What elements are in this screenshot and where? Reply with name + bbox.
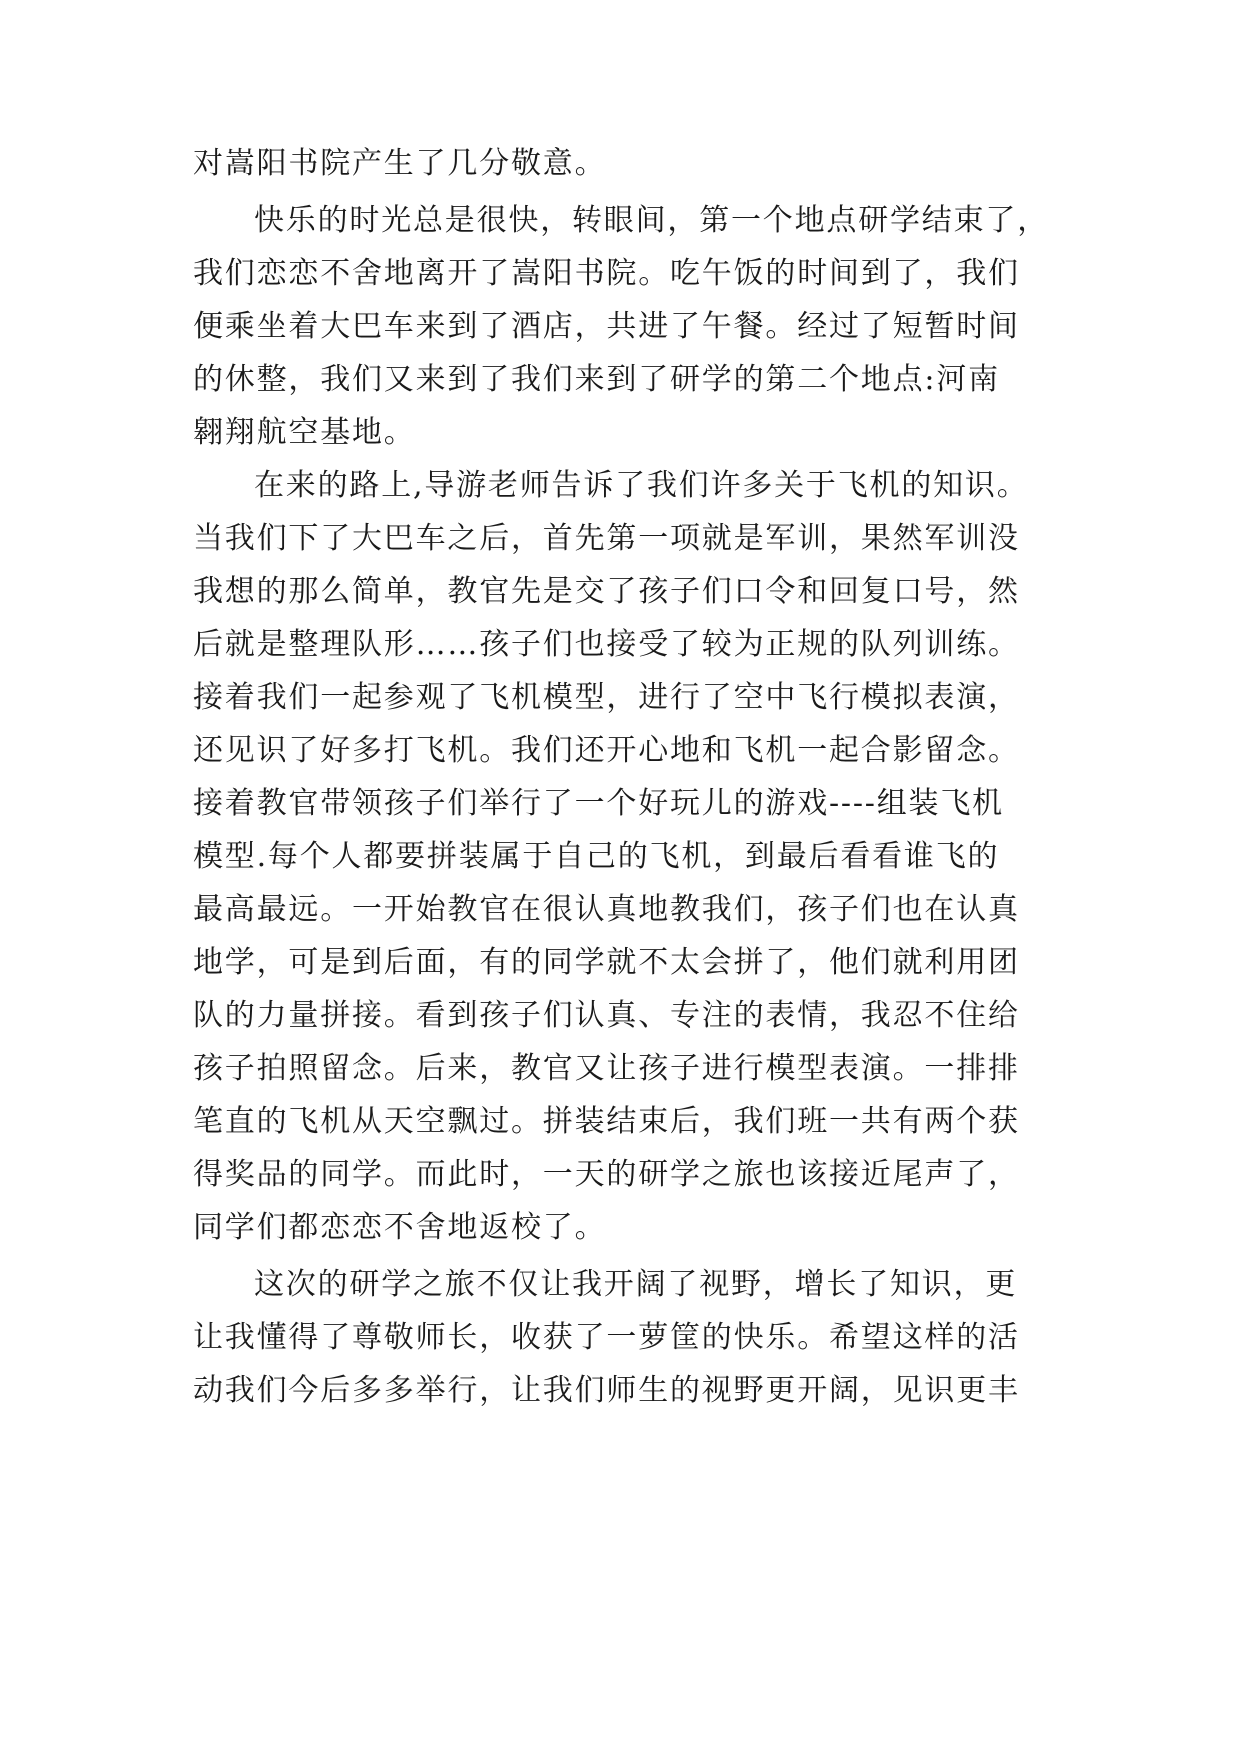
text-line: 的休整，我们又来到了我们来到了研学的第二个地点:河南	[193, 362, 1000, 397]
text-line: 队的力量拼接。看到孩子们认真、专注的表情，我忍不住给	[193, 998, 1020, 1033]
text-line: 翱翔航空基地。	[193, 415, 416, 450]
text-line: 还见识了好多打飞机。我们还开心地和飞机一起合影留念。	[193, 733, 1020, 768]
text-line: 得奖品的同学。而此时，一天的研学之旅也该接近尾声了，	[193, 1157, 1020, 1192]
paragraph-start-line: 这次的研学之旅不仅让我开阔了视野，增长了知识，更	[254, 1267, 1018, 1302]
text-line: 接着教官带领孩子们举行了一个好玩儿的游戏----组装飞机	[193, 786, 1004, 821]
text-line: 后就是整理队形……孩子们也接受了较为正规的队列训练。	[193, 627, 1020, 662]
paragraph-start-line: 快乐的时光总是很快，转眼间，第一个地点研学结束了，	[254, 203, 1049, 238]
text-line: 对嵩阳书院产生了几分敬意。	[193, 146, 607, 181]
text-line: 孩子拍照留念。后来，教官又让孩子进行模型表演。一排排	[193, 1051, 1020, 1086]
text-line: 最高最远。一开始教官在很认真地教我们，孩子们也在认真	[193, 892, 1020, 927]
text-line: 同学们都恋恋不舍地返校了。	[193, 1210, 607, 1245]
text-line: 动我们今后多多举行，让我们师生的视野更开阔，见识更丰	[193, 1373, 1020, 1408]
text-line: 我们恋恋不舍地离开了嵩阳书院。吃午饭的时间到了，我们	[193, 256, 1020, 291]
text-line: 当我们下了大巴车之后，首先第一项就是军训，果然军训没	[193, 521, 1020, 556]
text-line: 让我懂得了尊敬师长，收获了一萝筐的快乐。希望这样的活	[193, 1320, 1020, 1355]
text-line: 接着我们一起参观了飞机模型，进行了空中飞行模拟表演，	[193, 680, 1020, 715]
text-line: 模型.每个人都要拼装属于自己的飞机，到最后看看谁飞的	[193, 839, 1000, 874]
text-line: 我想的那么简单，教官先是交了孩子们口令和回复口号，然	[193, 574, 1020, 609]
text-line: 便乘坐着大巴车来到了酒店，共进了午餐。经过了短暂时间	[193, 309, 1020, 344]
paragraph-start-line: 在来的路上,导游老师告诉了我们许多关于飞机的知识。	[254, 468, 1029, 503]
text-line: 笔直的飞机从天空飘过。拼装结束后，我们班一共有两个获	[193, 1104, 1020, 1139]
text-line: 地学，可是到后面，有的同学就不太会拼了，他们就利用团	[193, 945, 1020, 980]
